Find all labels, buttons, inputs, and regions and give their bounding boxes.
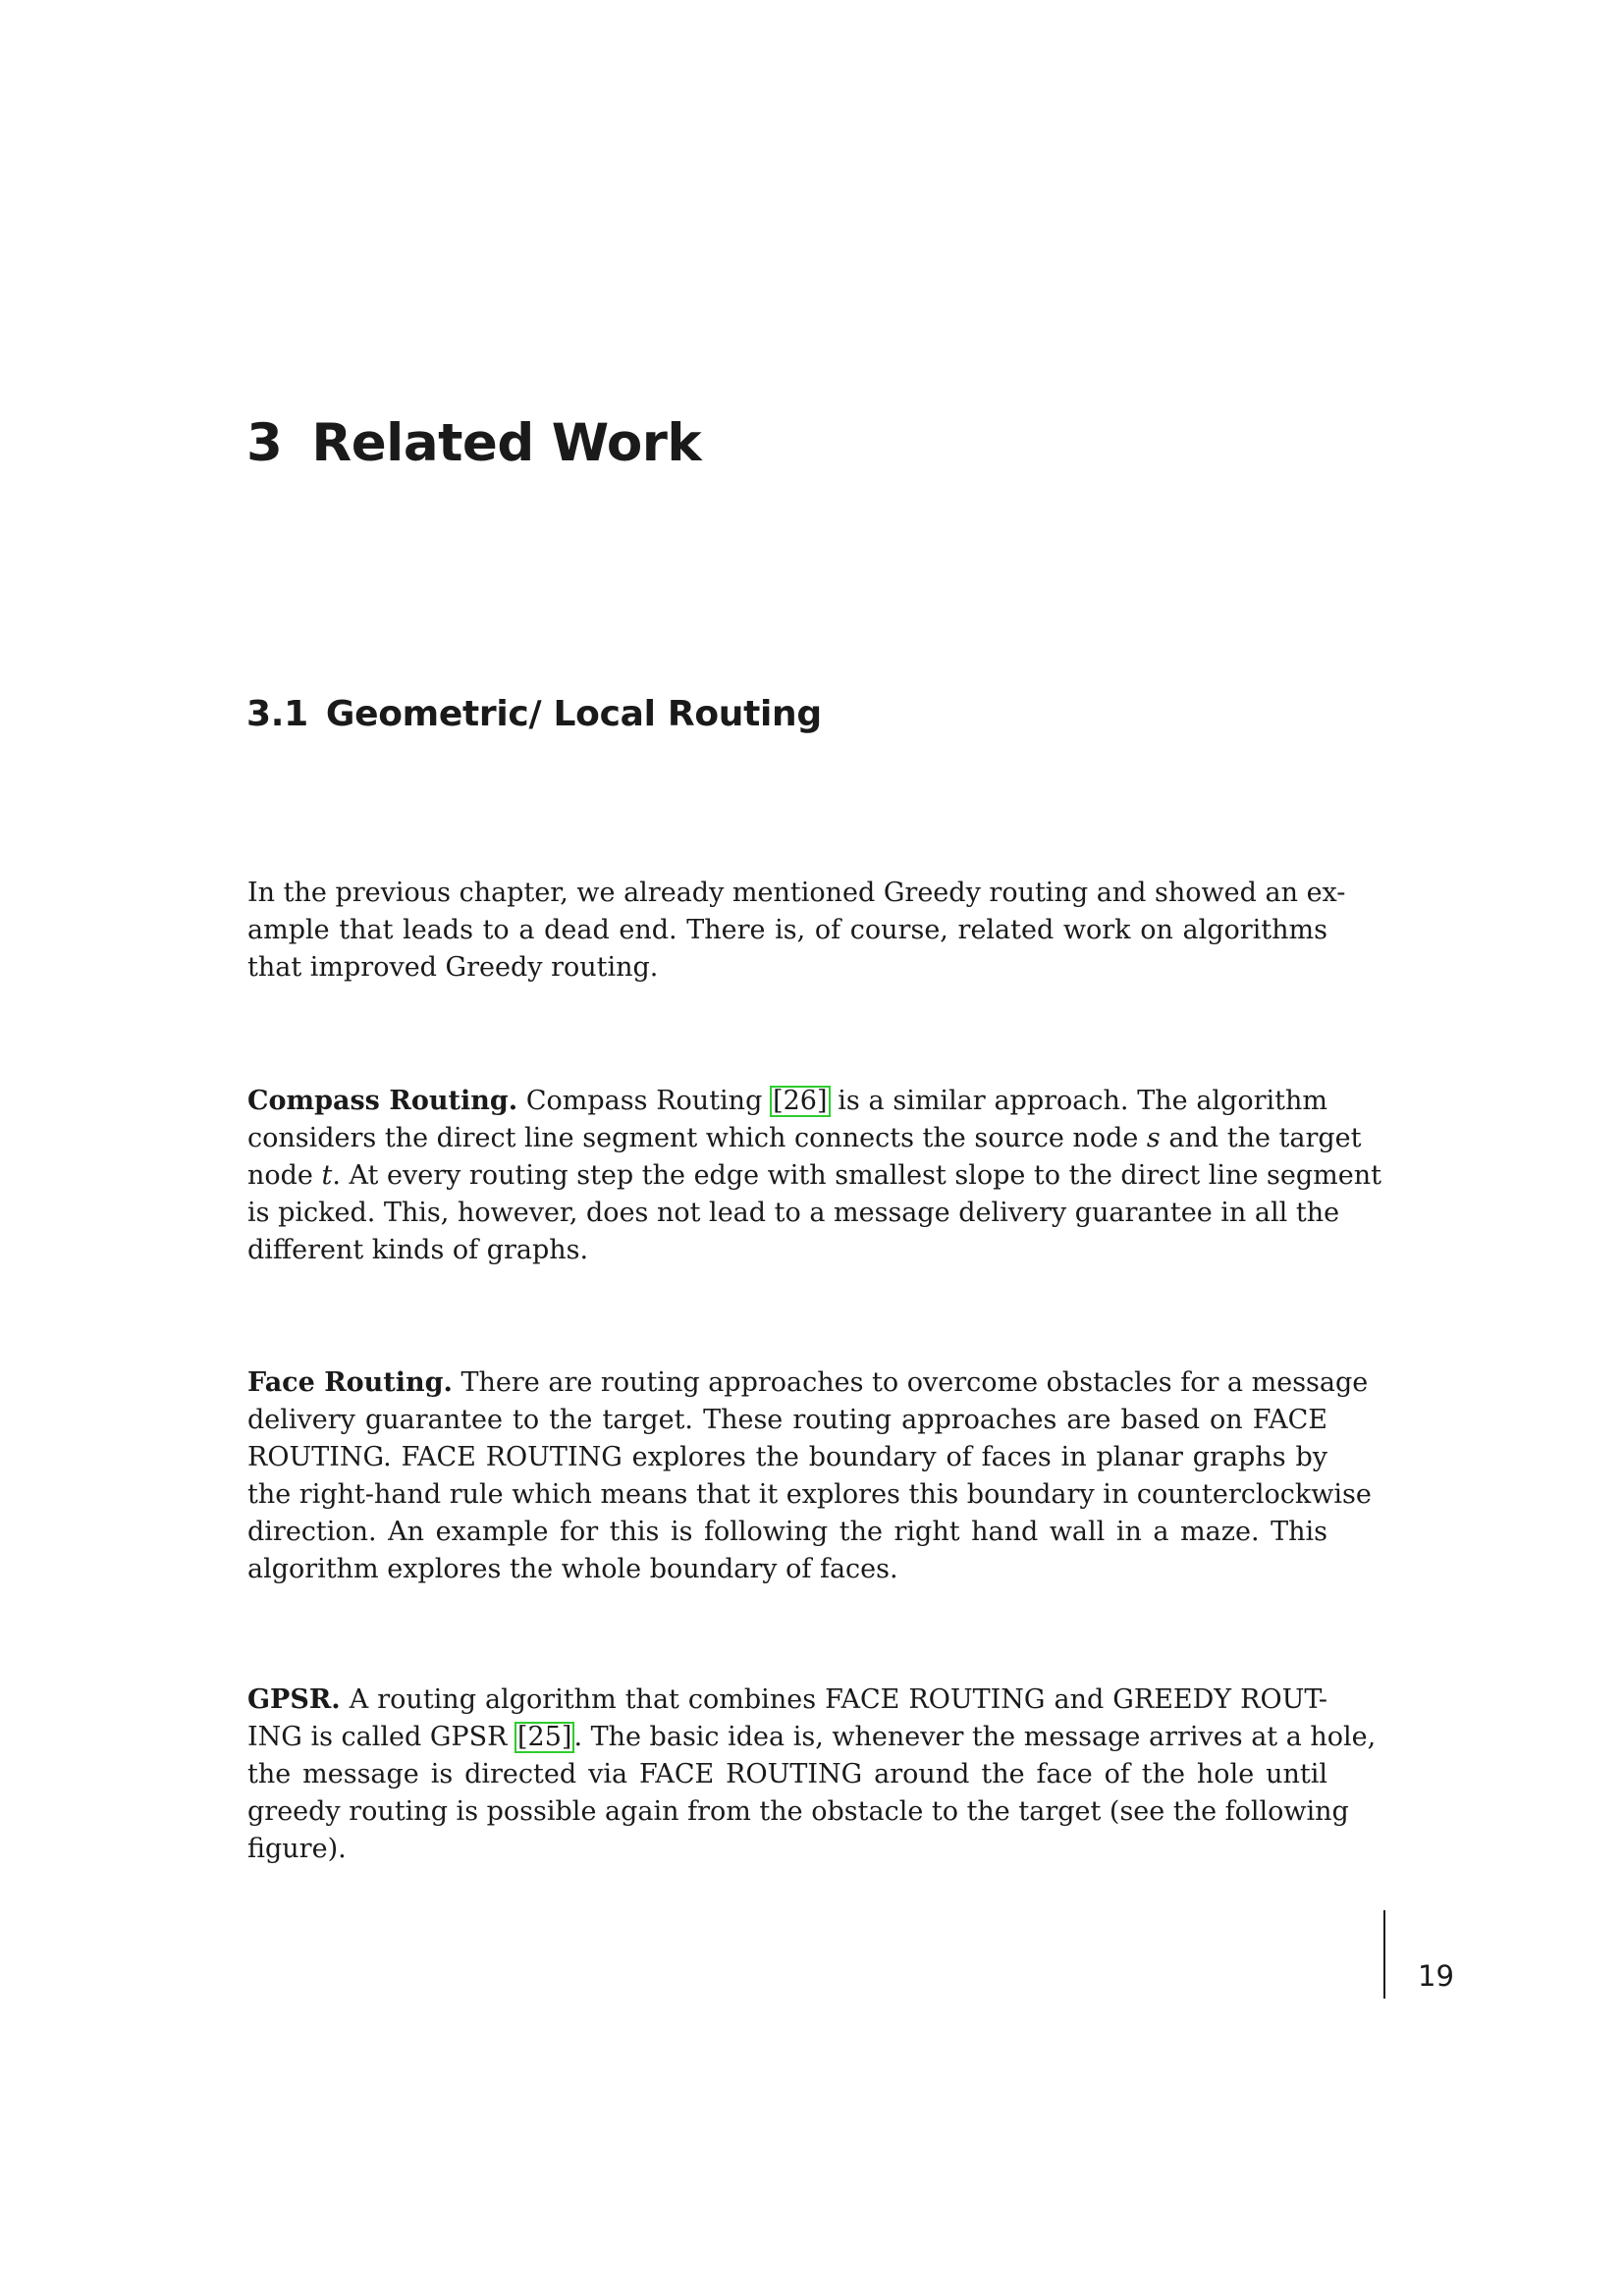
paragraph-line: direction. An example for this is following the right hand wall in a maze. This [247, 1517, 1327, 1547]
text-run: considers the direct line segment which connects the source node [247, 1123, 1147, 1153]
gpsr-heading: GPSR. [247, 1684, 341, 1715]
text-run: A routing algorithm that combines FACE ROUTING and GREEDY ROUT- [340, 1684, 1327, 1715]
paragraph-line [247, 1157, 1381, 1195]
section-number: 3.1 [246, 694, 308, 734]
paragraph-line [247, 1083, 1327, 1120]
paragraph-line: greedy routing is possible again from the obstacle to the target (see the following [247, 1796, 1349, 1827]
paragraph-line [247, 1120, 1362, 1157]
face-routing-paragraph [247, 1364, 1372, 1588]
paragraph-line: ample that leads to a dead end. There is, of course, related work on algorithms [247, 915, 1327, 945]
text-run: Compass Routing [517, 1086, 772, 1116]
citation-link-25[interactable]: [25] [517, 1722, 572, 1752]
paragraph-line: the right-hand rule which means that it explores this boundary in counterclockwise [247, 1479, 1372, 1510]
chapter-title [246, 412, 701, 475]
paragraph-line [247, 1719, 1377, 1756]
paragraph-line [247, 1364, 1369, 1402]
text-run: . The basic idea is, whenever the message arrives at a hole, [573, 1722, 1377, 1752]
text-run: There are routing approaches to overcome obstacles for a message [452, 1367, 1369, 1398]
chapter-number: 3 [246, 413, 283, 473]
paragraph-line: In the previous chapter, we already mentioned Greedy routing and showed an ex- [247, 878, 1346, 908]
paragraph-line: the message is directed via FACE ROUTING around the face of the hole until [247, 1759, 1327, 1789]
gpsr-paragraph [247, 1682, 1377, 1868]
paragraph-line: algorithm explores the whole boundary of faces. [247, 1554, 898, 1584]
math-var-s: s [1146, 1123, 1161, 1153]
compass-routing-paragraph [247, 1083, 1381, 1269]
section-title [246, 693, 822, 736]
intro-paragraph [247, 875, 1346, 987]
face-routing-heading: Face Routing. [247, 1367, 453, 1398]
paragraph-line: delivery guarantee to the target. These routing approaches are based on FACE [247, 1405, 1327, 1435]
paragraph-line: figure). [247, 1834, 347, 1864]
text-run: node [247, 1160, 322, 1191]
paragraph-line: ROUTING. FACE ROUTING explores the boundary of faces in planar graphs by [247, 1442, 1327, 1472]
section-title-text: Geometric/ Local Routing [325, 694, 822, 734]
paragraph-line [247, 1682, 1327, 1719]
compass-routing-heading: Compass Routing. [247, 1086, 518, 1116]
text-run: ING is called GPSR [247, 1722, 515, 1752]
paragraph-line: different kinds of graphs. [247, 1235, 589, 1265]
paragraph-line: is picked. This, however, does not lead to a message delivery guarantee in all the [247, 1198, 1340, 1228]
paragraph-line: that improved Greedy routing. [247, 952, 659, 983]
text-run: is a similar approach. The algorithm [829, 1086, 1327, 1116]
page-number-rule [1383, 1910, 1385, 1999]
page-number: 19 [1418, 1959, 1454, 1993]
citation-link-26[interactable]: [26] [773, 1086, 828, 1116]
text-run: . At every routing step the edge with smallest slope to the direct line segment [332, 1160, 1381, 1191]
chapter-title-text: Related Work [311, 413, 702, 473]
math-var-t: t [321, 1160, 333, 1191]
text-run: and the target [1160, 1123, 1362, 1153]
